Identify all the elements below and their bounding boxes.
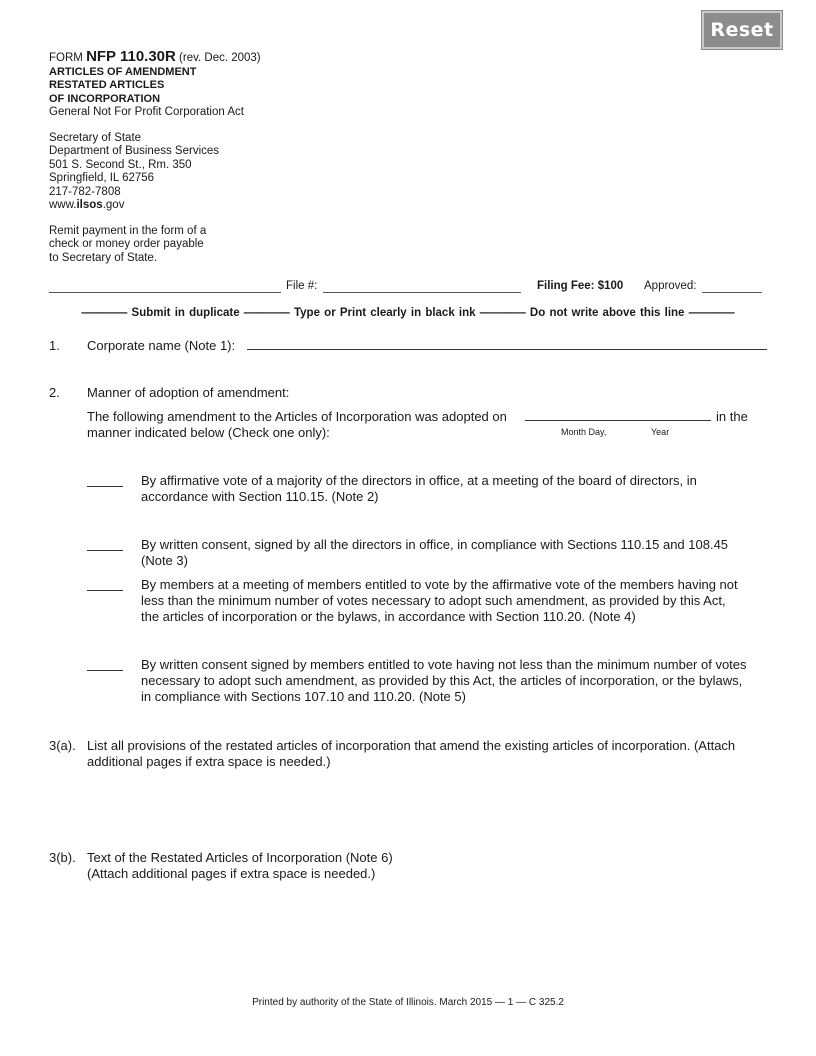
form-header [49, 50, 261, 265]
month-day-caption: Month Day, [561, 427, 607, 437]
act-name: General Not For Profit Corporation Act [49, 106, 244, 118]
adoption-text-tail: in the [716, 409, 748, 424]
file-number-label: File #: [286, 280, 318, 292]
item-1-number: 1. [49, 338, 60, 353]
office-use-line [49, 280, 281, 293]
item-3a-number: 3(a). [49, 738, 76, 753]
form-title-2: RESTATED ARTICLES [49, 79, 165, 91]
remit-line-1: Remit payment in the form of a [49, 224, 207, 237]
option-2-text: By written consent, signed by all the directors in office, in compliance with Sections 110.15 and 108.45 (Note 3) [141, 537, 729, 568]
approved-label: Approved: [644, 280, 697, 292]
item-3b-text: Text of the Restated Articles of Incorporation (Note 6) (Attach additional pages if extra space is needed.) [87, 850, 393, 881]
option-1-check[interactable] [87, 475, 123, 487]
option-4-text: By written consent signed by members entitled to vote having not less than the minimum number of votes necessary to adopt such amendment, as provided by this Act, the articles of incorporation, or the bylaws, in compliance with Sections 107.10 and 110.20. (Note 5) [141, 657, 747, 704]
adoption-text-line-1: The following amendment to the Articles of Incorporation was adopted on [87, 409, 507, 424]
item-2-number: 2. [49, 385, 60, 400]
option-4-check[interactable] [87, 659, 123, 671]
adoption-text-line-2: manner indicated below (Check one only): [87, 425, 330, 440]
year-caption: Year [651, 427, 670, 437]
office-line-2: Department of Business Services [49, 145, 220, 157]
address-line-2: Springfield, IL 62756 [49, 172, 155, 184]
remit-line-3: to Secretary of State. [49, 251, 158, 264]
option-3-text: By members at a meeting of members entitled to vote by the affirmative vote of the members having not less than the minimum number of votes necessary to adopt such amendment, as provided by this Act, the articles of incorporation or the bylaws, in accordance with Section 110.20. (Note 4) [141, 577, 738, 624]
page-footer: Printed by authority of the State of Illinois. March 2015 — 1 — C 325.2 [252, 997, 564, 1008]
corporate-name-label: Corporate name (Note 1): [87, 338, 236, 353]
item-3b-number: 3(b). [49, 850, 76, 865]
file-number-line [323, 280, 521, 293]
item-3b-answer-area[interactable] [87, 888, 767, 983]
form-id: FORM NFP 110.30R (rev. Dec. 2003) [49, 48, 261, 65]
phone: 217-782-7808 [49, 185, 121, 198]
website: www.ilsos.gov [49, 199, 125, 211]
option-2-check[interactable] [87, 539, 123, 551]
form-title-3: OF INCORPORATION [49, 92, 161, 105]
form-number: NFP 110.30R [86, 48, 176, 65]
adoption-manner-title: Manner of adoption of amendment: [87, 385, 290, 400]
adoption-date-field[interactable] [525, 409, 711, 421]
option-1-text: By affirmative vote of a majority of the directors in office, at a meeting of the board of directors, in accordance with Section 110.15. (Note 2) [141, 473, 697, 504]
approved-line [702, 280, 762, 293]
option-3-check[interactable] [87, 579, 123, 591]
item-3a-text: List all provisions of the restated articles of incorporation that amend the existing articles of incorporation. (Attach additional pages if extra space is needed.) [87, 738, 736, 769]
form-title-1: ARTICLES OF AMENDMENT [49, 65, 197, 78]
filing-fee: Filing Fee: $100 [537, 280, 624, 292]
remit-line-2: check or money order payable [49, 238, 204, 250]
corporate-name-field[interactable] [247, 337, 767, 350]
item-3a-answer-area[interactable] [87, 776, 767, 836]
office-line-1: Secretary of State [49, 131, 142, 144]
instruction-banner: ———— Submit in duplicate ———— Type or Print clearly in black ink ———— Do not write above this line ———— [81, 307, 735, 319]
address-line-1: 501 S. Second St., Rm. 350 [49, 158, 192, 171]
reset-button[interactable]: Reset [702, 11, 782, 49]
